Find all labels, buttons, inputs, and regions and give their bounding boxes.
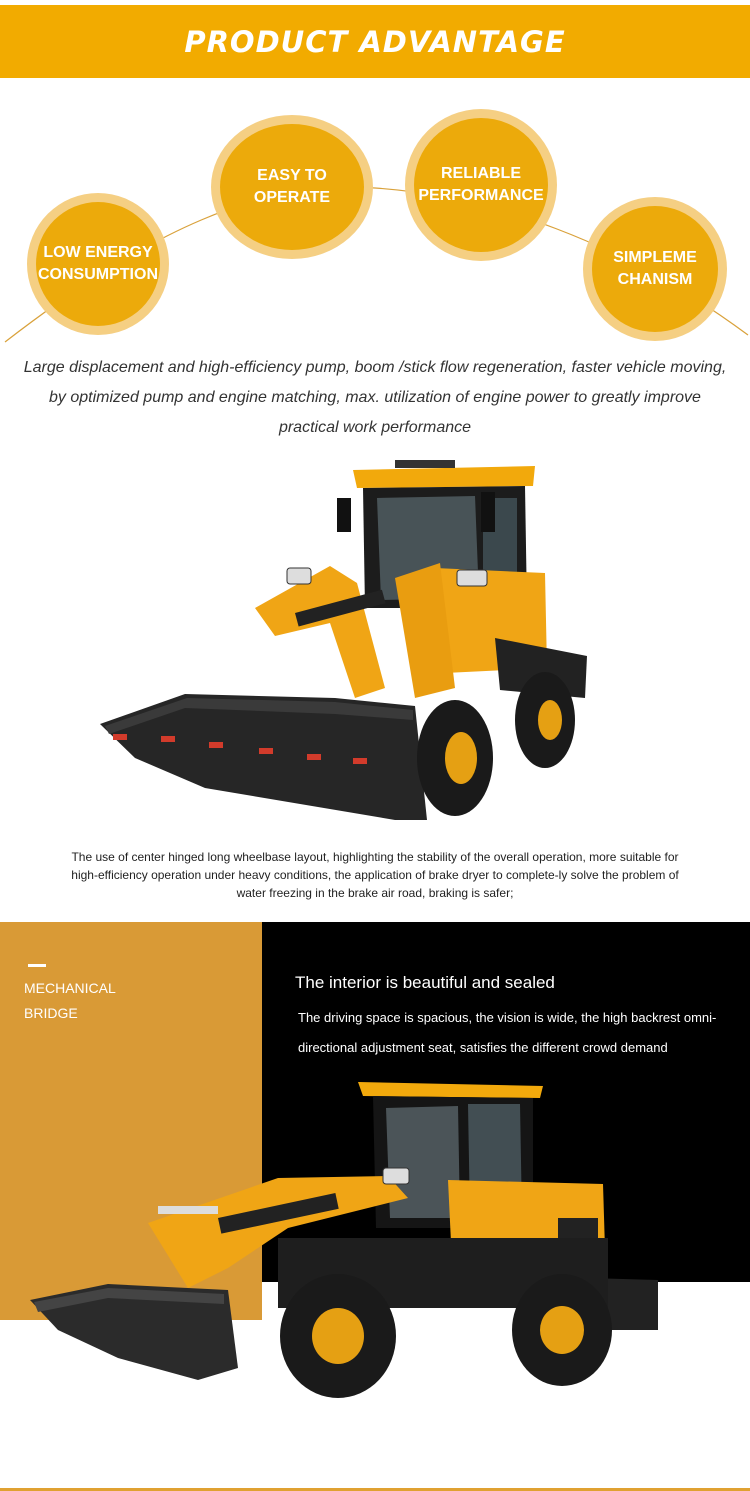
interior-title: The interior is beautiful and sealed bbox=[295, 973, 555, 992]
interior-description: The driving space is spacious, the vision is wide, the high backrest omni-directional adjustment seat, satisfies the different crowd demand bbox=[298, 1010, 717, 1055]
advantage-label: LOW ENERGY CONSUMPTION bbox=[38, 244, 158, 283]
advantage-label: EASY TO OPERATE bbox=[253, 167, 331, 206]
wheel-loader-image-side bbox=[28, 1068, 668, 1398]
wheelbase-description: The use of center hinged long wheelbase layout, highlighting the stability of the overall operation, more suitable for high-efficiency operation under heavy conditions, the application of brake dryer to complete-ly solve the problem of water freezing in the brake air road, braking is safer; bbox=[71, 850, 679, 900]
advantage-reliable-performance bbox=[414, 118, 548, 252]
mechanical-line-1: MECHANICAL bbox=[24, 980, 116, 996]
mechanical-bridge-label bbox=[24, 976, 116, 1026]
wheel-loader-image-front bbox=[95, 458, 595, 828]
dash-decoration bbox=[28, 964, 46, 967]
advantage-label: RELIABLE PERFORMANCE bbox=[418, 165, 544, 204]
advantage-simple-mechanism bbox=[592, 206, 718, 332]
advantage-easy-operate bbox=[220, 124, 364, 250]
mechanical-line-2: BRIDGE bbox=[24, 1005, 78, 1021]
advantage-label: SIMPLEME CHANISM bbox=[613, 249, 697, 288]
advantage-low-energy bbox=[36, 202, 160, 326]
intro-description: Large displacement and high-efficiency pump, boom /stick flow regeneration, faster vehicle moving, by optimized pump and engine matching, max. utilization of engine power to greatly improve practical work performance bbox=[23, 359, 727, 436]
page-title: PRODUCT ADVANTAGE bbox=[184, 24, 566, 59]
